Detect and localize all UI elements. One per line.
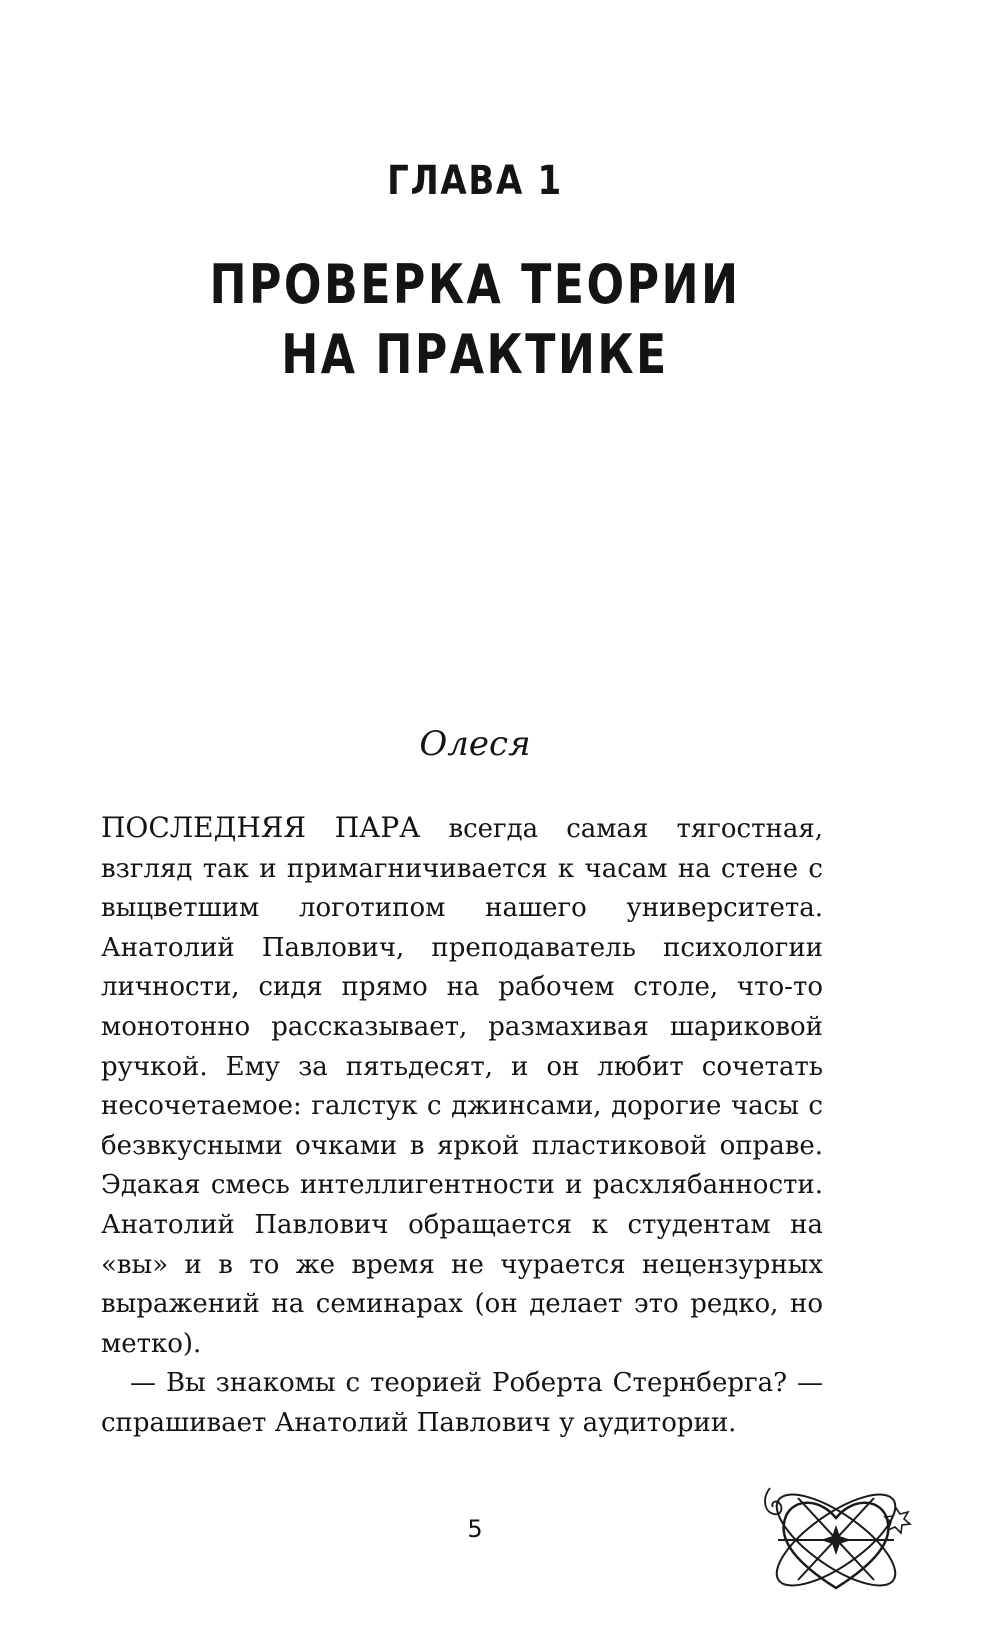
paragraph-lead: ПОСЛЕДНЯЯ ПАРА — [101, 811, 421, 844]
section-heading: Олеся — [419, 724, 531, 764]
body-text — [101, 808, 823, 1444]
paragraph-1 — [101, 808, 823, 1364]
chapter-label: ГЛАВА 1 — [387, 158, 563, 204]
paragraph-2: — Вы знакомы с теорией Роберта Стернберга? — спрашивает Анатолий Павлович у аудитории. — [101, 1368, 823, 1438]
paragraph-1-text: всегда самая тягостная, взгляд так и примагничивается к часам на стене с выцветшим логотипом нашего университета. Анатолий Павлович, преподаватель психологии личности, сидя прямо на рабочем столе, что-то монотонно рассказывает, размахивая шариковой ручкой. Ему за пятьдесят, и он любит сочетать несочетаемое: галстук с джинсами, дорогие часы с безвкусными очками в яркой пластиковой оправе. Эдакая смесь интеллигентности и расхлябанности. Анатолий Павлович обращается к студентам на «вы» и в то же время не чурается нецензурных выражений на семинарах (он делает это редко, но метко). — [101, 814, 823, 1359]
chapter-title-line-1: ПРОВЕРКА ТЕОРИИ — [209, 253, 741, 316]
chapter-title — [86, 250, 865, 390]
chapter-title-line-2: НА ПРАКТИКЕ — [281, 323, 669, 386]
heart-atom-logo-icon — [758, 1468, 918, 1608]
page-number: 5 — [467, 1515, 483, 1543]
